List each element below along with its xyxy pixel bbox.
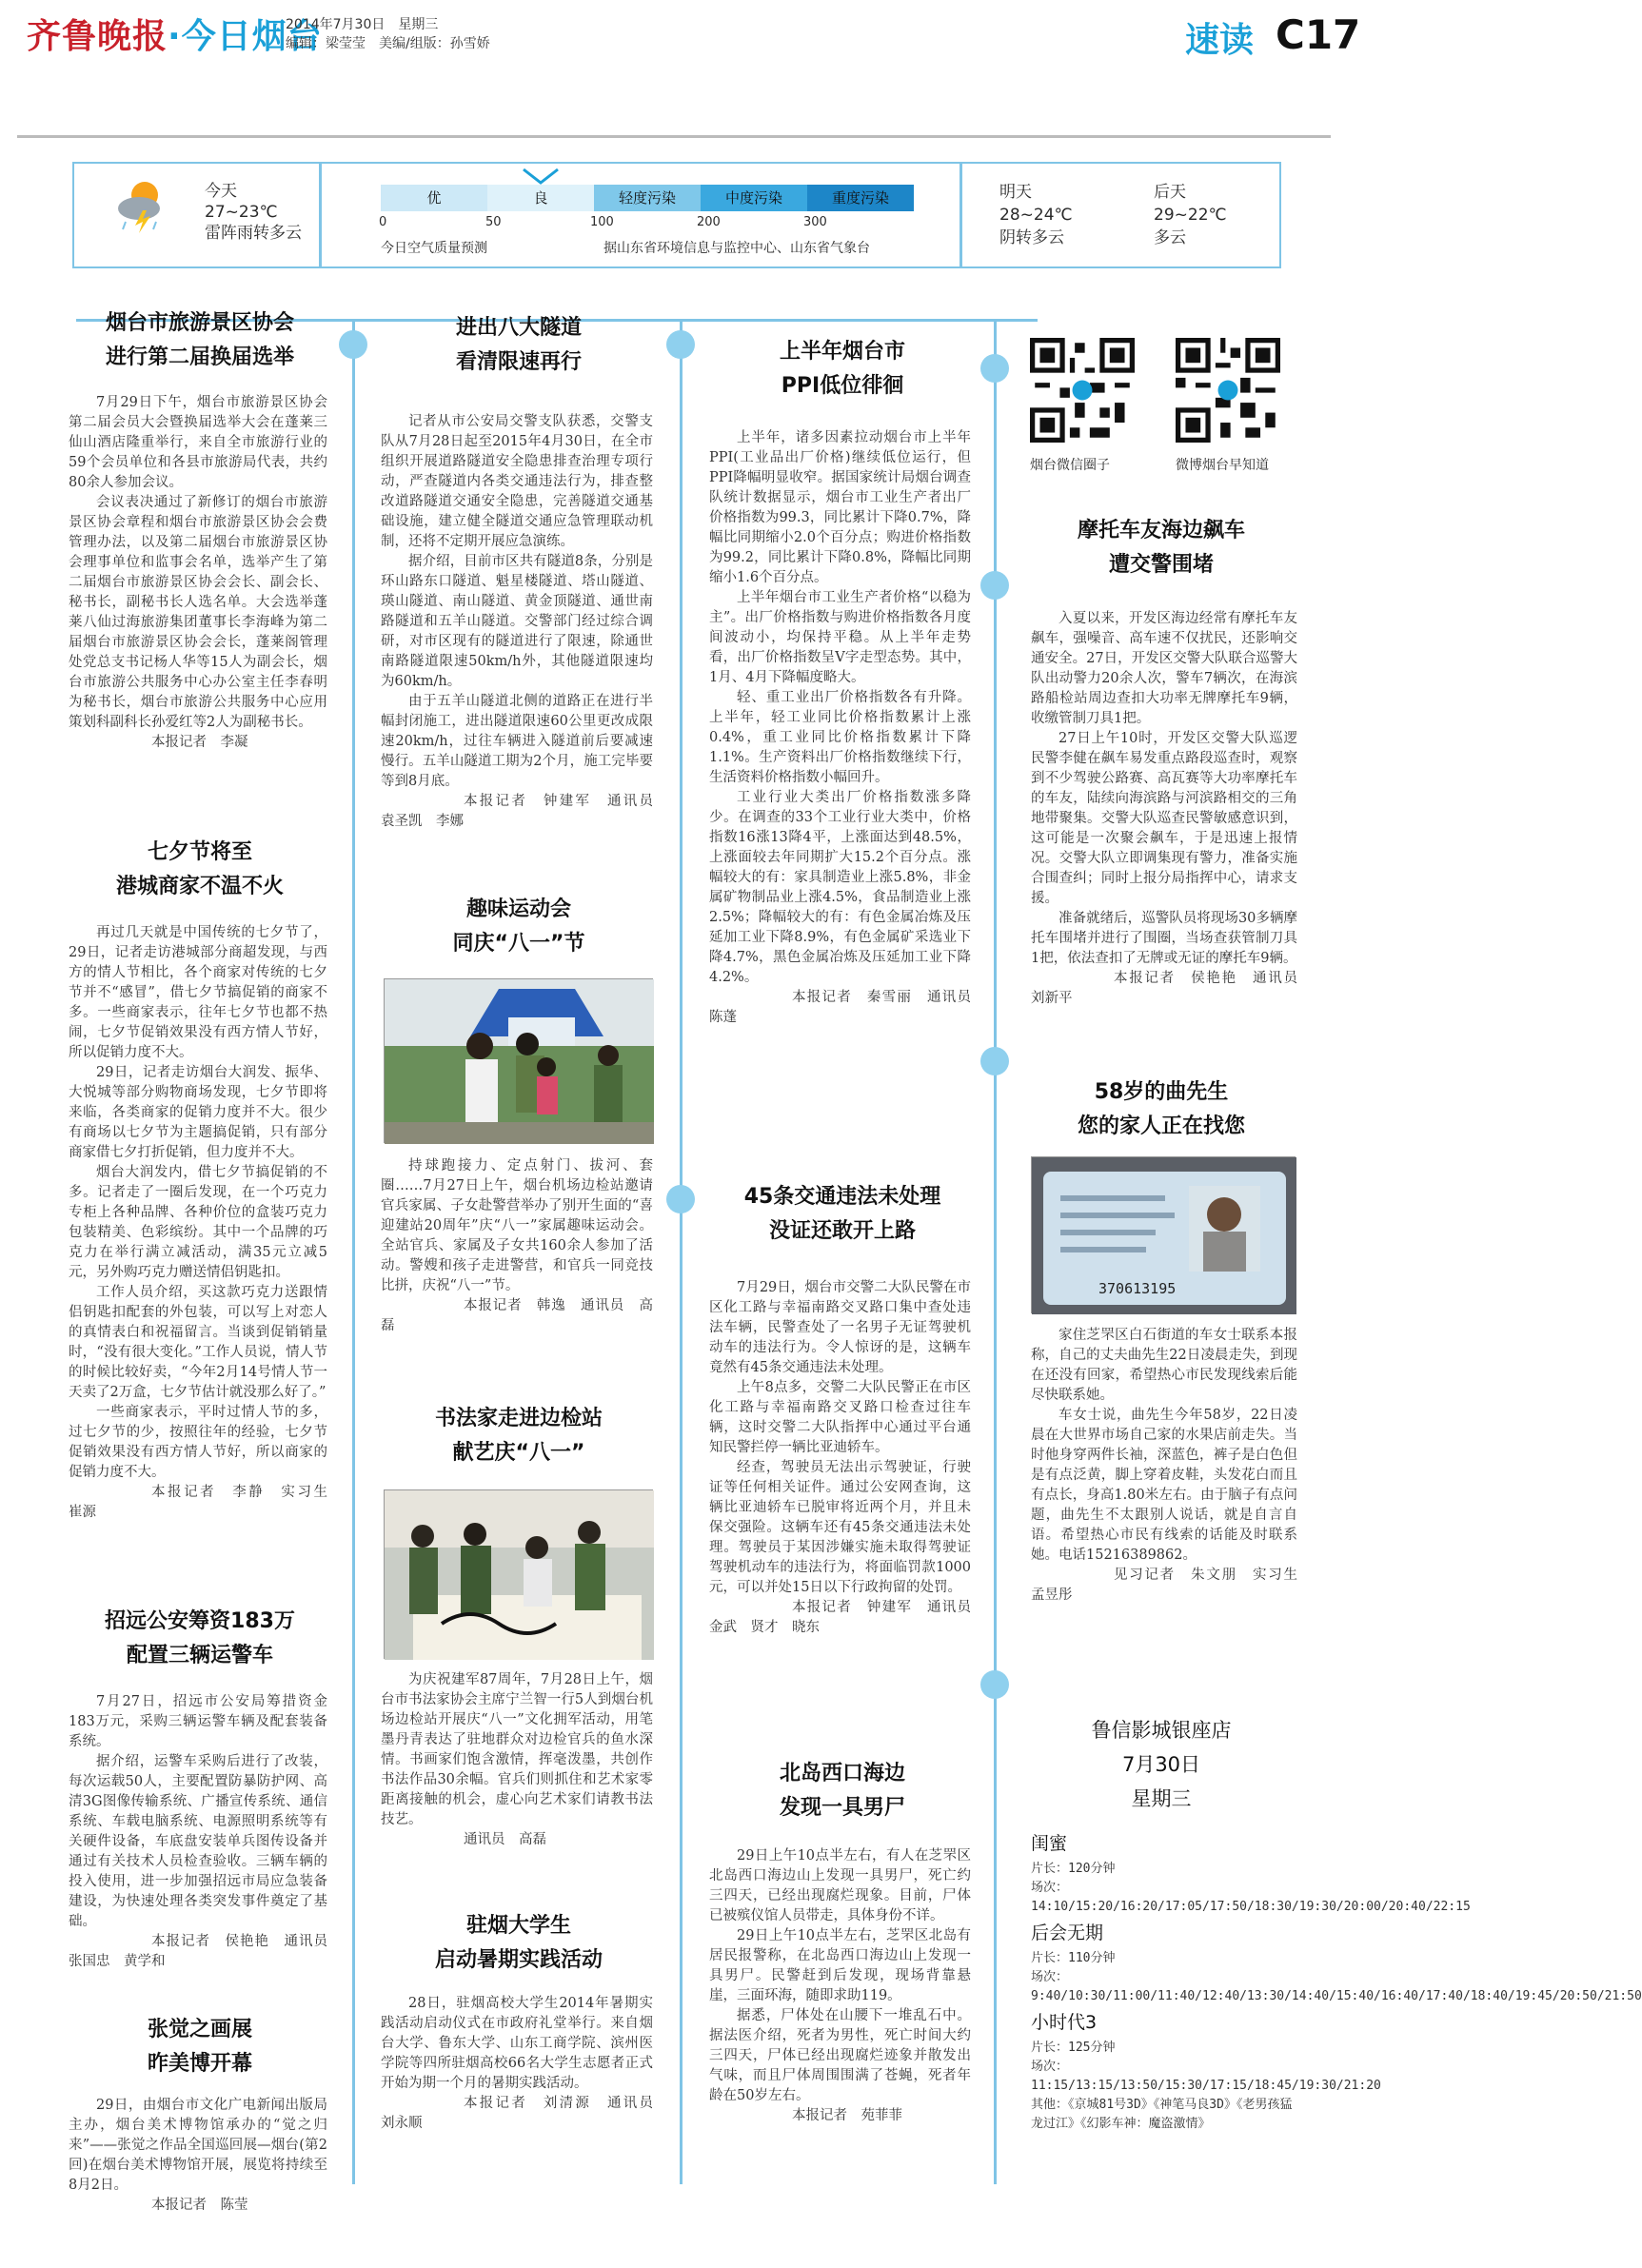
weibo-qr-code[interactable]	[1176, 338, 1280, 443]
byline: 本报记者 刘清源 通讯员 刘永顺	[381, 2096, 667, 2131]
headline	[376, 893, 662, 961]
paragraph: 会议表决通过了新修订的烟台市旅游景区协会章程和烟台市旅游景区协会会费管理办法，以及第二届烟台市旅游景区协会理事单位和监事会名单，选举产生了第二届烟台市旅游景区协会会长、副会长、秘书长，副秘书长人选名单。大会选举蓬莱八仙过海旅游集团董事长李海峰为第二届烟台市旅游景区协会会长，蓬莱阁管理处党总支书记杨人华等15人为副会长，烟台市旅游公共服务中心办公室主任李春明为秘书长，烟台市旅游公共服务中心应用策划科副科长孙爱红等2人为副秘书长。	[69, 495, 327, 730]
byline: 本报记者 侯艳艳 通讯员 张国忠 黄学和	[69, 1934, 342, 1969]
cinema-weekday: 星期三	[1131, 1787, 1192, 1810]
wechat-caption: 烟台微信圈子	[1030, 458, 1110, 473]
editors: 编辑：梁莹莹 美编/组版：孙雪娇	[286, 36, 490, 51]
paragraph: 7月29日，烟台市交警二大队民警在市区化工路与幸福南路交叉路口集中查处违法车辆，民警查处了一名男子无证驾驶机动车的违法行为。令人惊讶的是，这辆车竟然有45条交通违法未处理。	[709, 1280, 971, 1375]
other-movies: 其他：《京城81号3D》《神笔马良3D》《老男孩猛龙过江》《幻影车神：魔盗激情》	[1031, 2098, 1293, 2131]
headline-line: 北岛西口海边	[779, 1762, 905, 1785]
headline-line: 看清限速再行	[455, 350, 582, 374]
paragraph: 由于五羊山隧道北侧的道路正在进行半幅封闭施工，进出隧道限速60公里更改成限速20km/h，过往车辆进入隧道前后要减速慢行。五羊山隧道工期为2个月，施工完毕要等到8月底。	[381, 694, 653, 789]
today-desc: 雷阵雨转多云	[205, 224, 302, 243]
paragraph: 据介绍，目前市区共有隧道8条，分别是环山路东口隧道、魁星楼隧道、塔山隧道、瑛山隧道、南山隧道、黄金顶隧道、通世南路隧道和五羊山隧道。交警部门经过综合调研，对市区现有的隧道进行了限速，除通世南路隧道限速50km/h外，其他隧道限速均为60km/h。	[381, 554, 653, 689]
movie-showtimes: 场次：9:40/10:30/11:00/11:40/12:40/13:30/14:40/15:40/16:40/17:40/18:40/19:45/20:50/21:50	[1031, 1970, 1642, 2003]
article-body	[381, 1670, 653, 1850]
byline: 见习记者 朱文朋 实习生 孟昱彤	[1031, 1568, 1312, 1603]
paragraph: 为庆祝建军87周年，7月28日上午，烟台市书法家协会主席宁兰智一行5人到烟台机场边检站开展庆“八一”文化拥军活动，用笔墨丹青表达了驻地群众对边检官兵的鱼水深情。书画家们饱含激情，挥毫泼墨，共创作书法作品30余幅。官兵们则抓住和艺术家零距离接触的机会，虚心向艺术家们请教书法技艺。	[381, 1672, 653, 1827]
headline-line: 没证还敢开上路	[768, 1219, 916, 1243]
movie-title: 闺蜜	[1031, 1833, 1068, 1854]
paragraph: 入夏以来，开发区海边经常有摩托车友飙车，强噪音、高车速不仅扰民，还影响交通安全。27日，开发区交警大队联合巡警大队出动警力20余人次，警车7辆次，在海滨路船检站周边查扣大功率无牌摩托车9辆，收缴管制刀具1把。	[1031, 611, 1297, 726]
headline	[1019, 1075, 1304, 1144]
headline-line: 书法家走进边检站	[434, 1407, 603, 1430]
headline	[704, 1180, 980, 1249]
decor-dot	[666, 1185, 695, 1213]
thunderstorm-icon	[114, 176, 171, 233]
after-label: 后天	[1154, 183, 1186, 202]
byline: 本报记者 李静 实习生 崔源	[69, 1485, 342, 1520]
aqi-marker-icon	[522, 168, 560, 185]
article-body	[709, 1278, 985, 1638]
headline-line: 配置三辆运警车	[126, 1644, 273, 1667]
aqi-level: 中度污染	[701, 185, 807, 211]
aqi-scale	[381, 185, 914, 211]
paragraph: 记者从市公安局交警支队获悉，交警支队从7月28日起至2015年4月30日，在全市组织开展道路隧道安全隐患排查治理专项行动，严查隧道内各类交通违法行为，排查整改道路隧道交通安全隐患，完善隧道交通基础设施，建立健全隧道交通应急管理联动机制，还将不定期开展应急演练。	[381, 414, 653, 549]
article-body	[69, 923, 342, 1523]
headline-line: 45条交通违法未处理	[743, 1185, 941, 1209]
calligraphy-photo	[384, 1489, 653, 1659]
movie-duration: 片长：120分钟	[1031, 1862, 1116, 1876]
paragraph: 经查，驾驶员无法出示驾驶证，行驶证等任何相关证件。通过公安网查询，这辆比亚迪轿车已脱审将近两个月，并且未保交强险。这辆车还有45条交通违法未处理。驾驶员于某因涉嫌实施未取得驾驶证驾驶机动车的违法行为，将面临罚款1000元，可以并处15日以下行政拘留的处罚。	[709, 1460, 971, 1595]
article-body	[381, 1994, 667, 2134]
movie-title: 小时代3	[1031, 2012, 1098, 2033]
paragraph: 工作人员介绍，买这款巧克力送跟情侣钥匙扣配套的外包装，可以写上对恋人的真情表白和祝福留言。当谈到促销销量时，“没有很大变化。”工作人员说，情人节的时候比较好卖，“今年2月14号情人节一天卖了2万盒，七夕节估计就没那么好了。”	[69, 1285, 327, 1400]
byline: 本报记者 苑菲菲	[792, 2108, 902, 2123]
weather-divider	[959, 164, 962, 266]
paragraph: 28日，驻烟高校大学生2014年暑期实践活动启动仪式在市政府礼堂举行。来自烟台大学、鲁东大学、山东工商学院、滨州医学院等四所驻烟高校66名大学生志愿者正式开始为期一个月的暑期实践活动。	[381, 1996, 653, 2091]
after-temp: 29~22℃	[1154, 206, 1227, 225]
paragraph: 据介绍，运警车采购后进行了改装，每次运载50人，主要配置防暴防护网、高清3G图像传输系统、广播宣传系统、通信系统、车载电脑系统、电源照明系统等有关硬件设备，车底盘安装单兵图传设备并通过有关技术人员检查验收。三辆车辆的投入使用，进一步加强招远市局应急装备建设，为快速处理各类突发事件奠定了基础。	[69, 1754, 327, 1929]
movie-showtimes: 场次：11:15/13:15/13:50/15:30/17:15/18:45/19:30/21:20	[1031, 2060, 1381, 2093]
byline: 本报记者 秦雪丽 通讯员 陈蓬	[709, 990, 985, 1025]
article-body	[381, 1156, 653, 1336]
headline	[67, 836, 333, 904]
byline: 本报记者 韩逸 通讯员 高磊	[381, 1298, 653, 1333]
headline-line: 港城商家不温不火	[115, 875, 284, 898]
byline: 本报记者 侯艳艳 通讯员 刘新平	[1031, 971, 1312, 1006]
sports-photo-image	[385, 979, 654, 1144]
paragraph: 7月29日下午，烟台市旅游景区协会第二届会员大会暨换届选举大会在蓬莱三仙山酒店隆重举行，来自全市旅游行业的59个会员单位和各县市旅游局代表，共约80余人参加会议。	[69, 395, 327, 490]
headline	[376, 1909, 662, 1978]
decor-dot	[980, 1047, 1009, 1075]
headline-line: 进行第二届换届选举	[105, 345, 294, 369]
weibo-caption: 微博烟台早知道	[1176, 458, 1269, 473]
decor-dot	[339, 330, 367, 359]
cinema-date: 7月30日	[1121, 1753, 1201, 1776]
article-body	[69, 1692, 342, 1972]
aqi-level: 重度污染	[807, 185, 914, 211]
issue-info	[286, 15, 490, 53]
headline-line: 启动暑期实践活动	[434, 1948, 603, 1972]
today-temp: 27~23℃	[205, 203, 278, 222]
page-number: C17	[1276, 11, 1361, 58]
decor-dot	[666, 330, 695, 359]
decor-dot	[980, 1670, 1009, 1699]
headline-line: 张觉之画展	[147, 2018, 252, 2041]
aqi-tick: 200	[697, 215, 721, 229]
article-body	[381, 412, 667, 832]
headline	[67, 1605, 333, 1673]
headline-line: 招远公安筹资183万	[105, 1609, 295, 1633]
movie-duration: 片长：110分钟	[1031, 1951, 1116, 1965]
headline-line: 进出八大隧道	[455, 316, 582, 340]
aqi-source: 据山东省环境信息与监控中心、山东省气象台	[603, 241, 870, 256]
aqi-caption: 今日空气质量预测	[381, 241, 487, 256]
paragraph: 家住芝罘区白石街道的车女士联系本报称，自己的丈夫曲先生22日凌晨走失，到现在还没有回家，希望热心市民发现线索后能尽快联系她。	[1031, 1328, 1297, 1403]
aqi-tick: 50	[485, 215, 502, 229]
aqi-tick: 300	[803, 215, 827, 229]
id-card-photo-image	[1032, 1157, 1296, 1314]
aqi-level: 轻度污染	[594, 185, 701, 211]
paragraph: 车女士说，曲先生今年58岁，22日凌晨在大世界市场自己家的水果店前走失。当时他身穿两件长袖，深蓝色，裤子是白色但是有点泛黄，脚上穿着皮鞋，头发花白而且有点长，身高1.80米左右。由于脑子有点问题，曲先生不太跟别人说话，就是自言自语。希望热心市民有线索的话能及时联系她。电话15216389862。	[1031, 1408, 1297, 1563]
aqi-level: 良	[487, 185, 594, 211]
weather-day-after	[1154, 181, 1227, 249]
tomorrow-label: 明天	[999, 183, 1032, 202]
article-body	[709, 428, 985, 1028]
wechat-qr-code[interactable]	[1030, 338, 1135, 443]
column-rule	[680, 319, 683, 2184]
paragraph: 准备就绪后，巡警队员将现场30多辆摩托车围堵并进行了围圈，当场查获管制刀具1把，依法查扣了无牌或无证的摩托车9辆。	[1031, 911, 1297, 966]
section-speed-read: 速读	[1185, 21, 1255, 60]
paragraph: 上午8点多，交警二大队民警正在市区化工路与幸福南路交叉路口检查过往车辆，这时交警二大队指挥中心通过平台通知民警拦停一辆比亚迪轿车。	[709, 1380, 971, 1455]
movie-duration: 片长：125分钟	[1031, 2041, 1116, 2055]
sports-photo	[384, 978, 653, 1143]
paragraph: 一些商家表示，平时过情人节的多，过七夕节的少，按照往年的经验，七夕节促销效果没有西方情人节好，所以商家的促销力度不大。	[69, 1405, 327, 1480]
headline	[704, 1757, 980, 1825]
headline-line: 58岁的曲先生	[1094, 1080, 1229, 1104]
byline: 本报记者 陈莹	[151, 2198, 248, 2213]
paragraph: 7月27日，招远市公安局筹措资金183万元，采购三辆运警车辆及配套装备系统。	[69, 1694, 327, 1749]
byline: 通讯员 高磊	[464, 1832, 546, 1847]
paragraph: 再过几天就是中国传统的七夕节了，29日，记者走访港城部分商超发现，与西方的情人节相比，各个商家对传统的七夕节并不“感冒”，借七夕节搞促销的商家不多。一些商家表示，往年七夕节也都不热闹，七夕节促销效果没有西方情人节好，所以促销力度不大。	[69, 925, 327, 1060]
paragraph: 轻、重工业出厂价格指数各有升降。上半年，轻工业同比价格指数累计上涨0.4%，重工业同比价格指数累计下降1.1%。生产资料出厂价格指数继续下行，生活资料价格指数小幅回升。	[709, 690, 971, 785]
paragraph: 27日上午10时，开发区交警大队巡逻民警李健在飙车易发重点路段巡查时，观察到不少驾驶公路赛、高瓦赛等大功率摩托车的车友，陆续向海滨路与河滨路相交的三角地带聚集。交警大队巡查民警敏感意识到，这可能是一次聚会飙车，于是迅速上报情况。交警大队立即调集现有警力，准备实施合围查纠；同时上报分局指挥中心，请求支援。	[1031, 731, 1297, 906]
masthead-logo: 齐鲁晚报·今日烟台	[27, 17, 323, 56]
paragraph: 烟台大润发内，借七夕节搞促销的不多。记者走了一圈后发现，在一个巧克力专柜上各种品牌、各种价位的盒装巧克力包装精美、色彩缤纷。其中一个品牌的巧克力在举行满立减活动，满35元立减5元，另外购巧克力赠送情侣钥匙扣。	[69, 1165, 327, 1280]
headline-line: 发现一具男尸	[779, 1796, 905, 1820]
paragraph: 据悉，尸体处在山腰下一堆乱石中。据法医介绍，死者为男性，死亡时间大约三四天，尸体已经出现腐烂迹象并散发出气味，而且尸体周围围满了苍蝇，死者年龄在50岁左右。	[709, 2008, 971, 2103]
headline-line: 昨美博开幕	[147, 2052, 252, 2076]
headline-line: 烟台市旅游景区协会	[105, 311, 294, 335]
byline: 本报记者 钟建军 通讯员 袁圣凯 李娜	[381, 794, 667, 829]
paragraph: 上半年，诸多因素拉动烟台市上半年PPI(工业品出厂价格)继续低位运行，但PPI降幅明显收窄。据国家统计局烟台调查队统计数据显示，烟台市工业生产者出厂价格指数为99.3，同比累计下降0.7%，降幅比同期缩小2.0个百分点；购进价格指数为99.2，同比累计下降0.8%，降幅比同期缩小1.6个百分点。	[709, 430, 971, 585]
cinema-name: 鲁信影城银座店	[1091, 1719, 1232, 1742]
headline-line: 上半年烟台市	[779, 340, 905, 364]
aqi-tick: 0	[379, 215, 387, 229]
after-desc: 多云	[1154, 228, 1186, 247]
today-label: 今天	[205, 182, 237, 201]
headline	[1019, 514, 1304, 582]
cinema-heading	[1019, 1713, 1304, 1816]
headline-line: 摩托车友海边飙车	[1077, 519, 1245, 542]
article-body	[1031, 609, 1312, 1009]
column-rule	[352, 319, 355, 2184]
showtimes	[1031, 1827, 1642, 2134]
header-rule	[17, 135, 1331, 138]
tomorrow-desc: 阴转多云	[999, 228, 1064, 247]
article-body	[1031, 1326, 1312, 1606]
weather-tomorrow	[999, 181, 1073, 249]
paragraph: 29日，由烟台市文化广电新闻出版局主办，烟台美术博物馆承办的“觉之归来”——张觉之作品全国巡回展—烟台(第2回)在烟台美术博物馆开展，展览将持续至8月2日。	[69, 2098, 327, 2193]
aqi-level: 优	[381, 185, 487, 211]
headline-line: 趣味运动会	[465, 897, 571, 921]
headline-line: 您的家人正在找您	[1077, 1114, 1245, 1138]
paragraph: 上半年烟台市工业生产者价格“以稳为主”。出厂价格指数与购进价格指数各月度间波动小，均保持平稳。从上半年走势看，出厂价格指数呈V字走型态势。其中，1月、4月下降幅度略大。	[709, 590, 971, 685]
issue-date: 2014年7月30日 星期三	[286, 17, 439, 32]
paragraph: 29日，记者走访烟台大润发、振华、大悦城等部分购物商场发现，七夕节即将来临，各类商家的促销力度并不大。很少有商场以七夕节为主题搞促销，只有部分商家借七夕打折促销，但力度并不大。	[69, 1065, 327, 1160]
headline	[704, 335, 980, 404]
paragraph: 29日上午10点半左右，芝罘区北岛有居民报警称，在北岛西口海边山上发现一具男尸。民警赶到后发现，现场背靠悬崖，三面环海，随即求助119。	[709, 1928, 971, 2003]
aqi-tick: 100	[590, 215, 614, 229]
decor-dot	[980, 571, 1009, 600]
article-body	[69, 2096, 327, 2216]
headline-line: 驻烟大学生	[465, 1914, 571, 1938]
weather-divider	[319, 164, 322, 266]
byline: 本报记者 钟建军 通讯员 金武 贤才 晓东	[709, 1600, 985, 1635]
headline-line: PPI低位徘徊	[781, 374, 904, 398]
id-number: 370613195	[1098, 1280, 1177, 1297]
article-body	[69, 393, 327, 753]
movie-title: 后会无期	[1031, 1923, 1104, 1943]
id-card-photo	[1031, 1156, 1296, 1313]
headline-line: 同庆“八一”节	[452, 932, 585, 956]
movie-showtimes: 场次：14:10/15:20/16:20/17:05/17:50/18:30/19:30/20:00/20:40/22:15	[1031, 1881, 1471, 1914]
tomorrow-temp: 28~24℃	[999, 206, 1073, 225]
headline-line: 遭交警围堵	[1108, 553, 1214, 577]
decor-dot	[980, 354, 1009, 383]
headline	[67, 2013, 333, 2081]
calligraphy-photo-image	[385, 1490, 654, 1660]
weather-today	[205, 181, 302, 244]
headline	[376, 311, 662, 380]
paragraph: 29日上午10点半左右，有人在芝罘区北岛西口海边山上发现一具男尸，死亡约三四天，已经出现腐烂现象。目前，尸体已被殡仪馆人员带走，具体身份不详。	[709, 1848, 971, 1923]
headline-line: 献艺庆“八一”	[452, 1441, 585, 1465]
headline-line: 七夕节将至	[147, 840, 252, 864]
headline	[376, 1402, 662, 1470]
article-body	[709, 1846, 971, 2126]
byline: 本报记者 李凝	[151, 735, 248, 750]
paragraph: 持球跑接力、定点射门、拔河、套圈……7月27日上午，烟台机场边检站邀请官兵家属、子女赴警营举办了别开生面的“喜迎建站20周年”庆“八一”家属趣味运动会。全站官兵、家属及子女共160余人参加了活动。警嫂和孩子走进警营，和官兵一同竞技比拼，庆祝“八一”节。	[381, 1158, 653, 1293]
headline	[67, 306, 333, 375]
paragraph: 工业行业大类出厂价格指数涨多降少。在调查的33个工业行业大类中，价格指数16涨13降4平，上涨面达到48.5%，上涨面较去年同期扩大15.2个百分点。涨幅较大的有：家具制造业上涨5.8%，非金属矿物制品业上涨4.5%，食品制造业上涨2.5%；降幅较大的有：有色金属冶炼及压延加工业下降8.9%，有色金属矿采选业下降4.7%，黑色金属冶炼及压延加工业下降4.2%。	[709, 790, 971, 985]
